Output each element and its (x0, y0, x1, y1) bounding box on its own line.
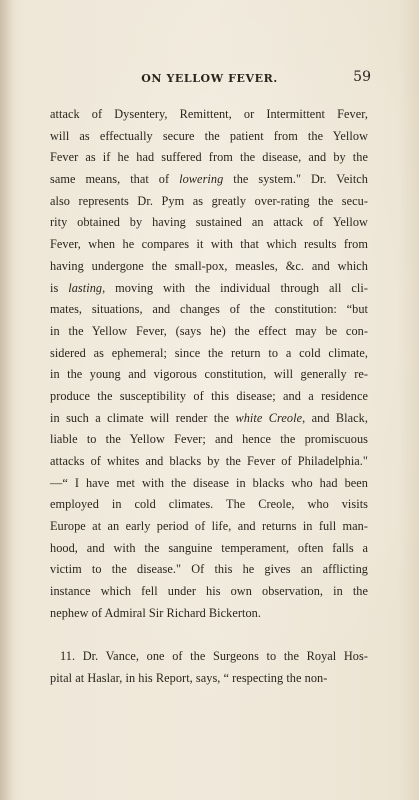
text-line (50, 212, 368, 234)
text-line (50, 451, 368, 473)
paragraph (50, 104, 368, 625)
text-line (50, 321, 368, 343)
text-run: hood, and with the sanguine temperament, often falls a (50, 540, 368, 555)
text-line (50, 364, 368, 386)
text-line (50, 538, 368, 560)
text-run: having undergone the small-pox, measles, &c. and which (50, 258, 368, 273)
text-run: attack of Dysentery, Remittent, or Intermittent Fever, (50, 107, 368, 121)
text-line (50, 147, 368, 169)
text-run: nephew of Admiral Sir Richard Bickerton. (50, 605, 261, 620)
text-run: in such a climate will render the (50, 410, 236, 425)
text-run: liable to the Yellow Fever; and hence the promiscuous (50, 432, 368, 447)
text-line (50, 299, 368, 321)
text-run: Fever, when he compares it with that which results from (50, 237, 368, 252)
text-run: also represents Dr. Pym as greatly over-rating the secu- (50, 193, 368, 208)
italic-text: lasting (68, 280, 103, 295)
text-line (50, 646, 368, 668)
text-line (50, 343, 368, 365)
page-fold-shadow (0, 0, 14, 800)
text-line (50, 234, 368, 256)
text-line (50, 386, 368, 408)
text-run: instance which fell under his own observation, in the (50, 584, 368, 599)
text-run: produce the susceptibility of this disease; and a residence (50, 388, 368, 403)
text-run: Fever as if he had suffered from the disease, and by the (50, 150, 368, 165)
paragraph (50, 646, 368, 689)
text-run: pital at Haslar, in his Report, says, “ respecting the non- (50, 670, 328, 685)
text-run: Europe at an early period of life, and returns in full man- (50, 519, 368, 534)
text-run: , and Black, (302, 410, 368, 425)
italic-text: lowering (179, 172, 224, 187)
text-run: , moving with the individual through all cli- (102, 280, 368, 295)
italic-text: white Creole (235, 410, 303, 425)
paragraph-gap (50, 625, 368, 647)
text-run: the system." Dr. Veitch (223, 172, 368, 187)
page-number: 59 (353, 69, 371, 85)
text-run: will as effectually secure the patient from the Yellow (50, 128, 368, 143)
text-line (50, 429, 368, 451)
text-line (50, 603, 368, 625)
text-run: mates, situations, and changes of the constitution: “but (50, 302, 368, 317)
text-run: rity obtained by having sustained an attack of Yellow (50, 215, 368, 230)
body-text (50, 104, 368, 690)
text-line (50, 516, 368, 538)
text-run: sidered as ephemeral; since the return to a cold climate, (50, 345, 368, 360)
text-line (50, 559, 368, 581)
text-line (50, 494, 368, 516)
text-run: attacks of whites and blacks by the Fever of Philadelphia." (50, 454, 368, 468)
running-title: ON YELLOW FEVER. (141, 72, 278, 85)
text-line (50, 191, 368, 213)
text-run: victim to the disease." Of this he gives an afflicting (50, 562, 368, 577)
text-run: 11. Dr. Vance, one of the Surgeons to the Royal Hos- (60, 649, 368, 664)
text-run: —“ I have met with the disease in blacks who had been (50, 475, 368, 490)
text-run: same means, that of (50, 172, 180, 187)
text-line (50, 126, 368, 148)
text-line (50, 473, 368, 495)
text-line (50, 278, 368, 300)
text-line (50, 668, 368, 690)
text-run: in the young and vigorous constitution, will generally re- (50, 367, 368, 382)
text-line (50, 581, 368, 603)
text-run: in the Yellow Fever, (says he) the effect may be con- (50, 323, 368, 338)
text-line (50, 256, 368, 278)
text-line (50, 104, 368, 126)
text-line (50, 169, 368, 191)
text-run: is (50, 280, 69, 295)
text-line (50, 408, 368, 430)
running-head (0, 69, 419, 90)
text-run: employed in cold climates. The Creole, who visits (50, 497, 368, 512)
